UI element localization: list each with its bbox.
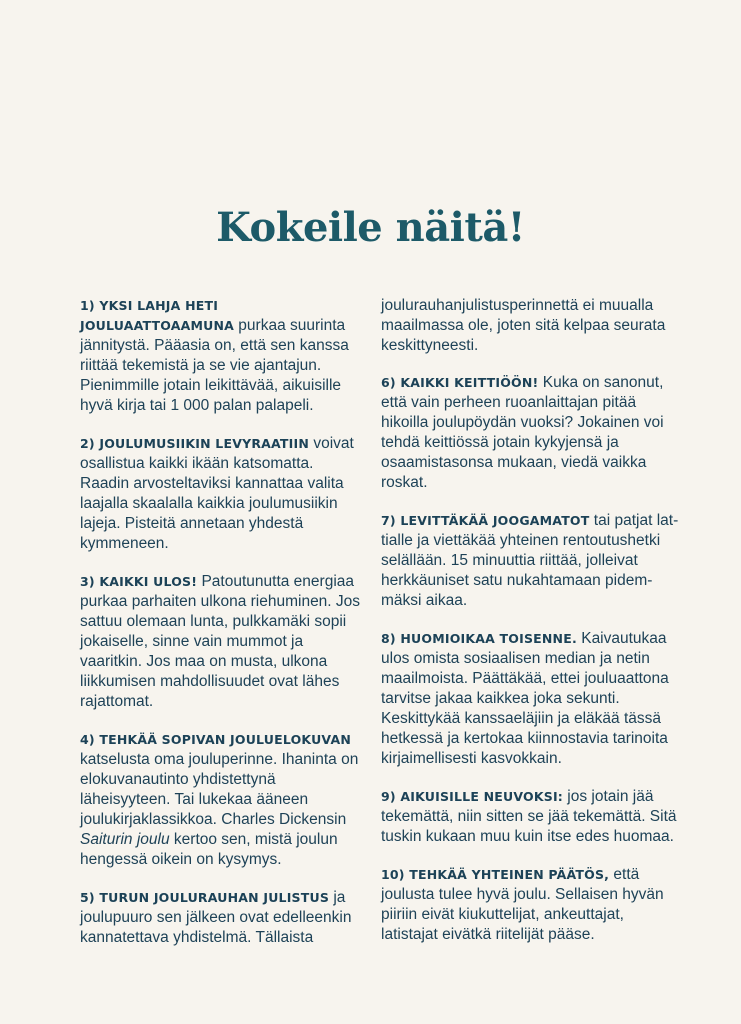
tip-text: voivat osallistua kaikki ikään katsomatta. Raadin arvosteltaviksi kannattaa valita laajalla skaalalla kaikkia joulumusiikin lajeja. Pisteitä annetaan yhdestä kymmeneen. (80, 435, 354, 552)
tip-item-4 (80, 730, 362, 870)
book-title: Saiturin joulu (80, 831, 170, 848)
tip-lead: 10) TEHKÄÄ YHTEINEN PÄÄTÖS, (381, 867, 610, 882)
right-column (381, 296, 681, 963)
tip-item-7 (381, 511, 681, 611)
left-column (80, 296, 362, 966)
tip-text: ja joulupuuro sen jälkeen ovat edelleenkin kannatettava yhdistelmä. Tällaista (80, 889, 352, 946)
tip-text: että joulusta tulee hyvä joulu. Sellaisen hyvän piiriin eivät kiukuttelijat, ankeuttajat, latistajat eivätkä riitelijät pääse. (381, 866, 664, 943)
tip-lead: 1) YKSI LAHJA HETI JOULUAATTOAAMUNA (80, 298, 234, 333)
tip-item-8 (381, 629, 681, 769)
tip-text: tai patjat lattialle ja viettäkää yhteinen rentoutushetki selällään. 15 minuuttia riittää, jolleivat herkkäuniset satu nukahtamaan pidemmäksi aikaa. (381, 512, 679, 609)
tip-lead: 5) TURUN JOULURAUHAN JULISTUS (80, 890, 330, 905)
tip-lead: 8) HUOMIOIKAA TOISENNE. (381, 631, 577, 646)
tip-item-9 (381, 787, 681, 847)
tip-item-5 (80, 888, 362, 948)
tip-text: Patoutunutta energiaa purkaa parhaiten ulkona riehuminen. Jos sattuu olemaan lunta, pulkkamäki sopii jokaiselle, sinne vain mummot ja vaaritkin. Jos maa on musta, ulkona liikkumisen mahdollisuudet ovat lähes rajattomat. (80, 573, 361, 710)
tip-item-3 (80, 572, 362, 712)
tip-lead: 3) KAIKKI ULOS! (80, 574, 198, 589)
tip-text: kertoo sen, mistä joulun hengessä oikein on kysymys. (80, 831, 338, 868)
tip-lead: 6) KAIKKI KEITTIÖÖN! (381, 375, 539, 390)
page-title: Kokeile näitä! (216, 204, 525, 251)
tip-text: jos jotain jää tekemättä, niin sitten se jää tekemättä. Sitä tuskin kukaan muu kuin itse edes huomaa. (381, 788, 677, 845)
tip-lead: 9) AIKUISILLE NEUVOKSI: (381, 789, 563, 804)
tip-item-10 (381, 865, 681, 945)
tip-item-1 (80, 296, 362, 416)
tip-text: purkaa suurinta jännitystä. Pääasia on, että sen kanssa riittää tekemistä ja se vie ajantajun. Pienimmille jotain leikittävää, aikuisille hyvä kirja tai 1 000 palan palapeli. (80, 317, 349, 414)
tip-item-5-continued (381, 296, 681, 356)
tip-lead: 7) LEVITTÄKÄÄ JOOGAMATOT (381, 513, 590, 528)
tip-text: katselusta oma jouluperinne. Ihaninta on elokuvanautinto yhdistettynä läheisyyteen. Tai lukekaa ääneen joulukirjaklassikkoa. Charles Dickensin (80, 751, 359, 828)
tip-item-2 (80, 434, 362, 554)
tip-text: Kaivautukaa ulos omista sosiaalisen median ja netin maailmoista. Päättäkää, ettei jouluaattona tarvitse jakaa kaikkea joka sekunti. Keskittykää kanssaeläjiin ja eläkää tässä hetkessä ja kertokaa kiinnostavia tarinoita kirjaimellisesti kasvokkain. (381, 630, 669, 767)
tip-lead: 2) JOULUMUSIIKIN LEVYRAATIIN (80, 436, 310, 451)
tip-text: joulurauhanjulistusperinnettä ei muualla maailmassa ole, joten sitä kelpaa seurata keskittyneesti. (381, 297, 666, 354)
tip-item-6 (381, 373, 681, 493)
tip-lead: 4) TEHKÄÄ SOPIVAN JOULUELOKUVAN (80, 732, 351, 747)
tip-text: Kuka on sanonut, että vain perheen ruoanlaittajan pitää hikoilla joulupöydän vuoksi? Jokainen voi tehdä keittiössä jotain kykyjensä ja osaamistasonsa mukaan, viedä vaikka roskat. (381, 374, 664, 491)
